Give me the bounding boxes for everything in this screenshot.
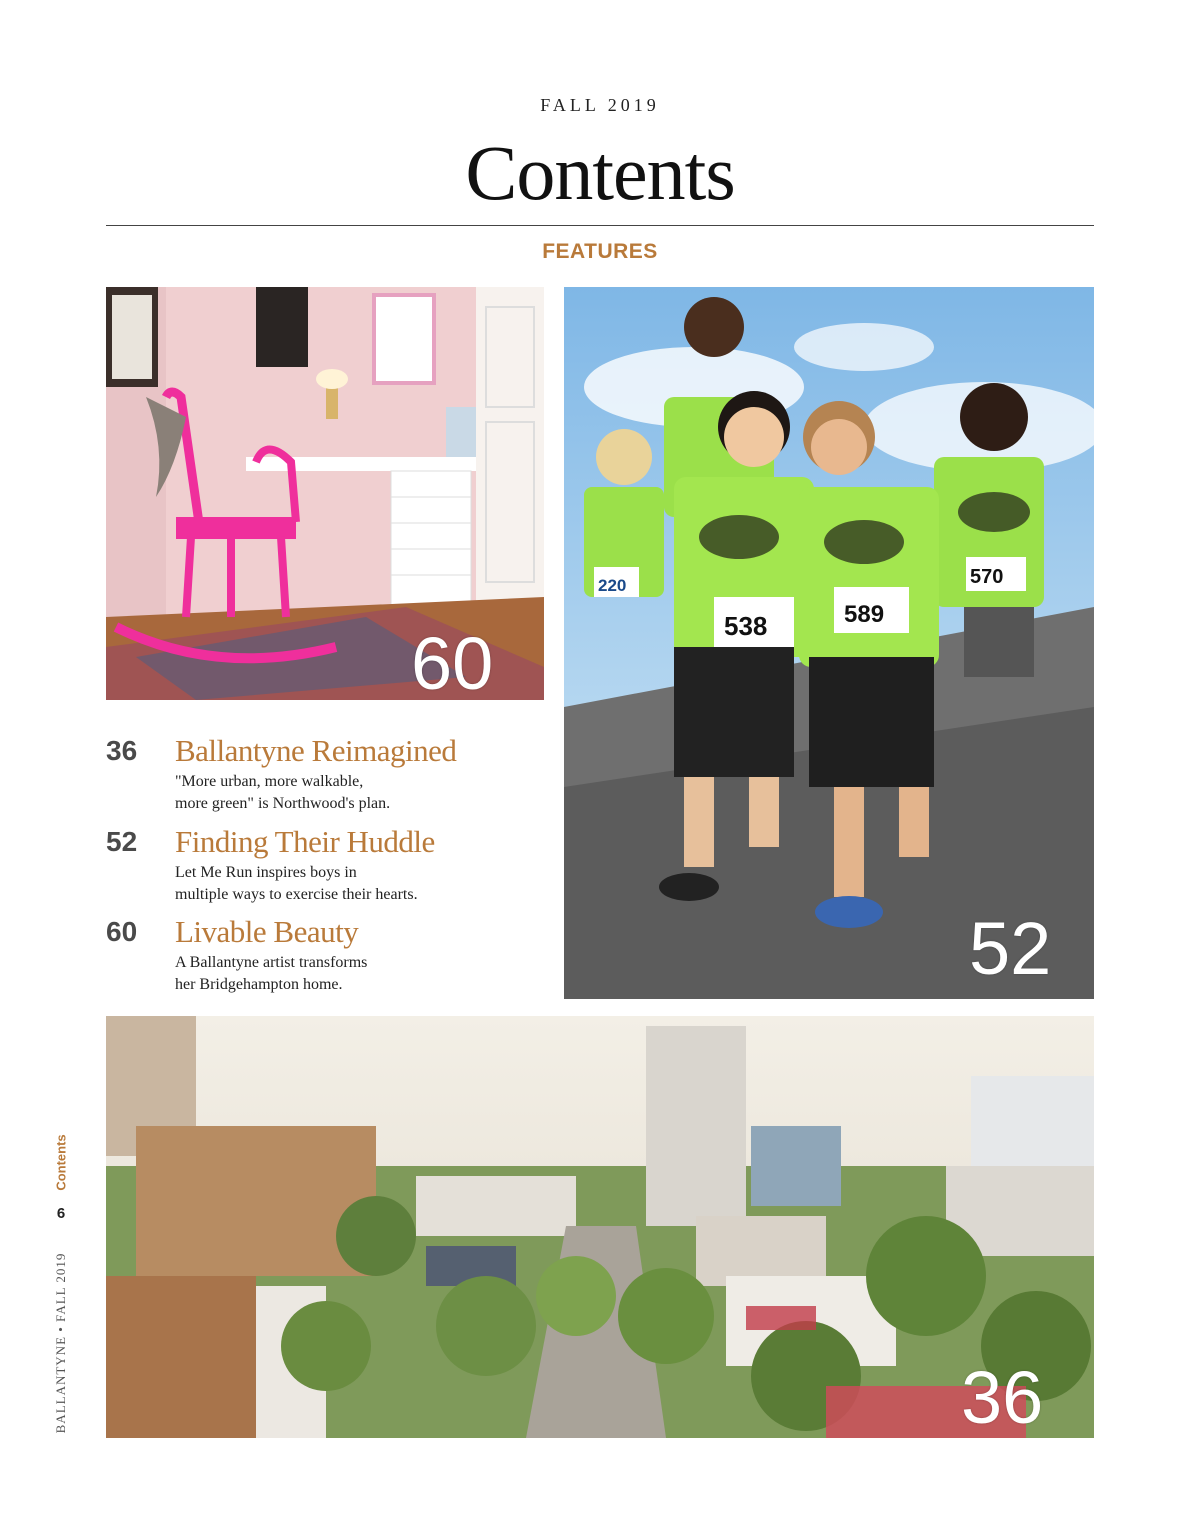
toc-entry[interactable]	[106, 824, 546, 904]
toc-title[interactable]: Ballantyne Reimagined	[175, 733, 457, 768]
toc-description-line: more green" is Northwood's plan.	[175, 795, 391, 812]
home-office-photo[interactable]	[106, 287, 544, 700]
page-title: Contents	[465, 129, 735, 216]
toc-description-line: Let Me Run inspires boys in	[175, 864, 357, 881]
toc-page-number: 52	[106, 826, 138, 857]
city-rendering-photo[interactable]	[106, 1016, 1094, 1438]
page-folio	[47, 1134, 75, 1434]
bib-number: 589	[844, 601, 885, 628]
feature-page-number: 52	[969, 907, 1052, 990]
folio-publication: BALLANTYNE • FALL 2019	[53, 1252, 68, 1434]
toc-description-line: multiple ways to exercise their hearts.	[175, 886, 418, 903]
folio-page-number: 6	[56, 1205, 66, 1222]
section-heading: FEATURES	[542, 240, 658, 263]
toc-entry[interactable]	[106, 733, 546, 813]
toc-description	[175, 952, 535, 996]
bib-number: 220	[598, 576, 627, 595]
toc-title[interactable]: Livable Beauty	[175, 914, 359, 949]
running-kids-photo[interactable]	[564, 287, 1094, 999]
toc-entry[interactable]	[106, 914, 546, 994]
feature-page-number: 60	[411, 622, 494, 700]
toc-page-number: 60	[106, 916, 138, 947]
toc-description-line: "More urban, more walkable,	[175, 773, 364, 790]
bib-number: 538	[724, 611, 768, 641]
issue-date: FALL 2019	[540, 95, 660, 115]
toc-description-line: A Ballantyne artist transforms	[175, 954, 368, 971]
toc-description-line: her Bridgehampton home.	[175, 976, 343, 993]
running-kids-illustration	[564, 287, 1094, 999]
toc-description	[175, 771, 535, 815]
bib-number: 570	[970, 566, 1004, 588]
toc-description	[175, 862, 535, 906]
city-rendering-illustration	[106, 1016, 1094, 1438]
toc-title[interactable]: Finding Their Huddle	[175, 824, 435, 859]
title-divider	[106, 225, 1094, 226]
feature-page-number: 36	[961, 1356, 1044, 1438]
folio-section: Contents	[53, 1134, 69, 1191]
toc-page-number: 36	[106, 735, 138, 766]
